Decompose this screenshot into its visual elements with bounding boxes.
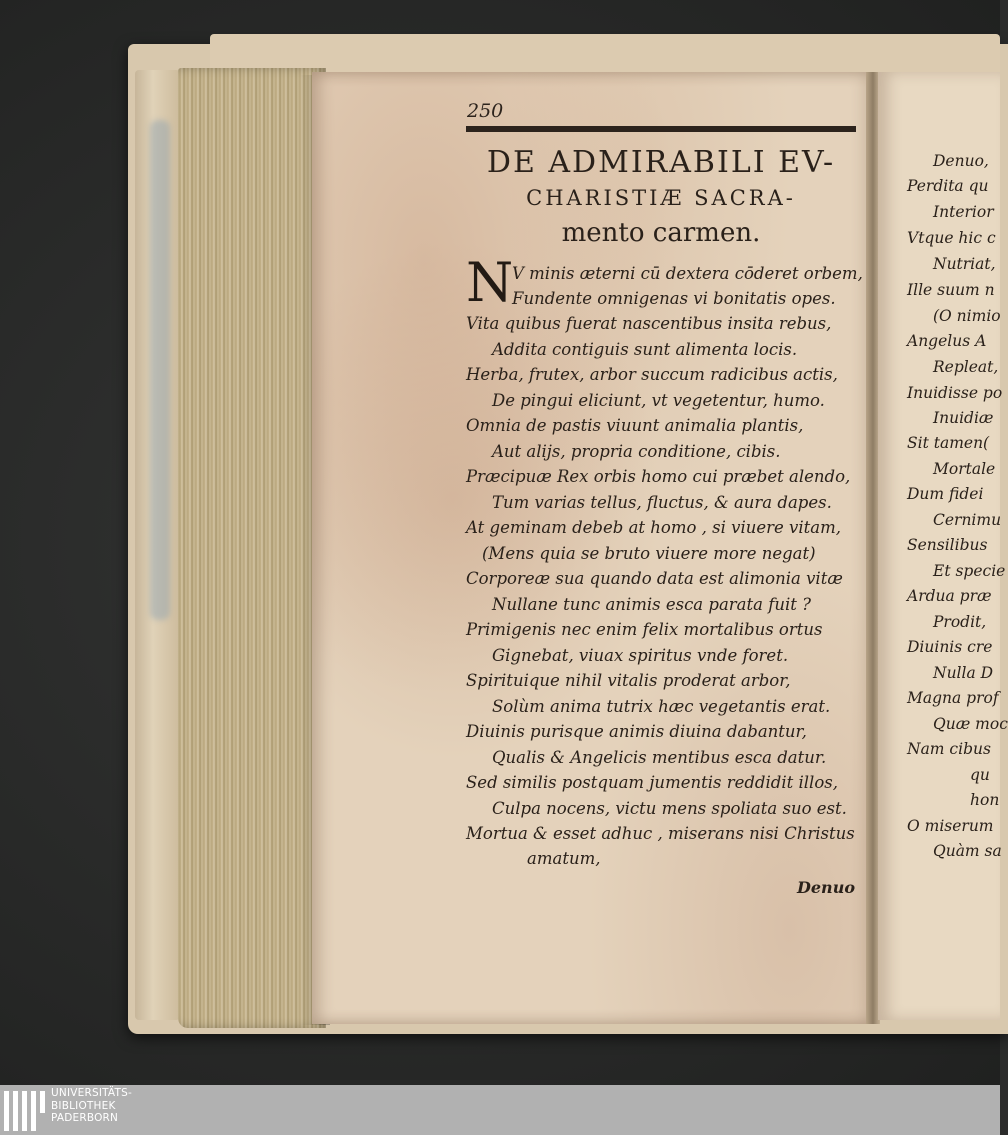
header-rule bbox=[466, 126, 856, 132]
facing-line: Ardua præ bbox=[907, 587, 992, 605]
facing-line: Sensilibus bbox=[907, 536, 988, 554]
library-name-line: BIBLIOTHEK bbox=[51, 1099, 116, 1112]
verse-line: Culpa nocens, victu mens spoliata suo est. bbox=[492, 799, 847, 818]
verse-line: Præcipuæ Rex orbis homo cui præbet alendo, bbox=[466, 467, 851, 486]
library-logo-icon bbox=[4, 1091, 44, 1131]
facing-line: Inuidiæ bbox=[933, 409, 994, 427]
verse-line: (Mens quia se bruto viuere more negat) bbox=[482, 544, 816, 563]
verse-line: Vita quibus fuerat nascentibus insita rebus, bbox=[466, 314, 832, 333]
right-page bbox=[878, 72, 1008, 1020]
drop-cap: N bbox=[466, 251, 514, 314]
facing-line: Nutriat, bbox=[933, 255, 996, 273]
facing-line: qu bbox=[970, 766, 990, 784]
facing-line: Nulla D bbox=[933, 664, 994, 682]
verse-line: Solùm anima tutrix hæc vegetantis erat. bbox=[492, 697, 831, 716]
verse-line: Addita contiguis sunt alimenta locis. bbox=[492, 340, 798, 359]
facing-line: Quæ moc bbox=[933, 715, 1008, 733]
library-name-line: UNIVERSITÄTS- bbox=[51, 1087, 132, 1099]
verse-line: Tum varias tellus, fluctus, & aura dapes. bbox=[492, 493, 832, 512]
verse-line: Corporeæ sua quando data est alimonia vitæ bbox=[466, 569, 843, 588]
facing-line: Et specie bbox=[933, 562, 1006, 580]
verse-line: Sed similis postquam jumentis reddidit illos, bbox=[466, 773, 838, 792]
verse-line: Gignebat, viuax spiritus vnde foret. bbox=[492, 646, 789, 665]
facing-line: Interior bbox=[933, 203, 994, 221]
facing-line: Repleat, bbox=[933, 358, 999, 376]
verse-line: Primigenis nec enim felix mortalibus ortus bbox=[466, 620, 823, 639]
facing-line: Vtque hic c bbox=[907, 229, 996, 247]
facing-line: Diuinis cre bbox=[907, 638, 993, 656]
facing-line: Mortale bbox=[933, 460, 996, 478]
poem-title-line-2: CHARISTIÆ SACRA- bbox=[526, 186, 796, 210]
facing-line: Cernimu bbox=[933, 511, 1002, 529]
verse-line: Nullane tunc animis esca parata fuit ? bbox=[492, 595, 811, 614]
poem-title-line-3: mento carmen. bbox=[561, 218, 761, 248]
facing-line: Magna prof bbox=[907, 689, 999, 707]
verse-line: amatum, bbox=[527, 849, 601, 868]
facing-line: hon bbox=[970, 791, 1000, 809]
facing-line: Denuo, bbox=[933, 152, 989, 170]
facing-line: Prodit, bbox=[933, 613, 987, 631]
cover-stain bbox=[150, 120, 170, 620]
verse-line: At geminam debeb at homo , si viuere vitam, bbox=[466, 518, 841, 537]
facing-line: Quàm sa bbox=[933, 842, 1002, 860]
poem-title-line-1: DE ADMIRABILI EV- bbox=[486, 145, 836, 180]
facing-line: Ille suum n bbox=[907, 281, 995, 299]
facing-line: Angelus A bbox=[907, 332, 987, 350]
verse-line: Aut alijs, propria conditione, cibis. bbox=[492, 442, 781, 461]
facing-line: Perdita qu bbox=[907, 177, 989, 195]
verse-line: Spirituique nihil vitalis proderat arbor, bbox=[466, 671, 791, 690]
facing-line: Sit tamen( bbox=[907, 434, 990, 452]
verse-line: De pingui eliciunt, vt vegetentur, humo. bbox=[492, 391, 825, 410]
facing-line: Nam cibus bbox=[907, 740, 991, 758]
verse-line: Diuinis purisque animis diuina dabantur, bbox=[466, 722, 807, 741]
facing-line: Inuidisse po bbox=[907, 384, 1003, 402]
verse-line: V minis æterni cū dextera cōderet orbem, bbox=[512, 264, 863, 283]
verse-line: Fundente omnigenas vi bonitatis opes. bbox=[512, 289, 836, 308]
verse-line: Mortua & esset adhuc , miserans nisi Christus bbox=[466, 824, 855, 843]
footer-bar bbox=[0, 1085, 1000, 1135]
page-number: 250 bbox=[467, 100, 504, 122]
facing-line: Dum fidei bbox=[907, 485, 984, 503]
facing-line: (O nimio bbox=[933, 307, 1001, 325]
top-page-edge bbox=[210, 34, 1000, 74]
library-name bbox=[51, 1087, 132, 1125]
verse-line: Qualis & Angelicis mentibus esca datur. bbox=[492, 748, 827, 767]
verse-line: Herba, frutex, arbor succum radicibus actis, bbox=[466, 365, 838, 384]
verse-line: Omnia de pastis viuunt animalia plantis, bbox=[466, 416, 804, 435]
catchword: Denuo bbox=[797, 878, 855, 897]
facing-line: O miserum bbox=[907, 817, 994, 835]
library-name-line: PADERBORN bbox=[51, 1112, 119, 1124]
